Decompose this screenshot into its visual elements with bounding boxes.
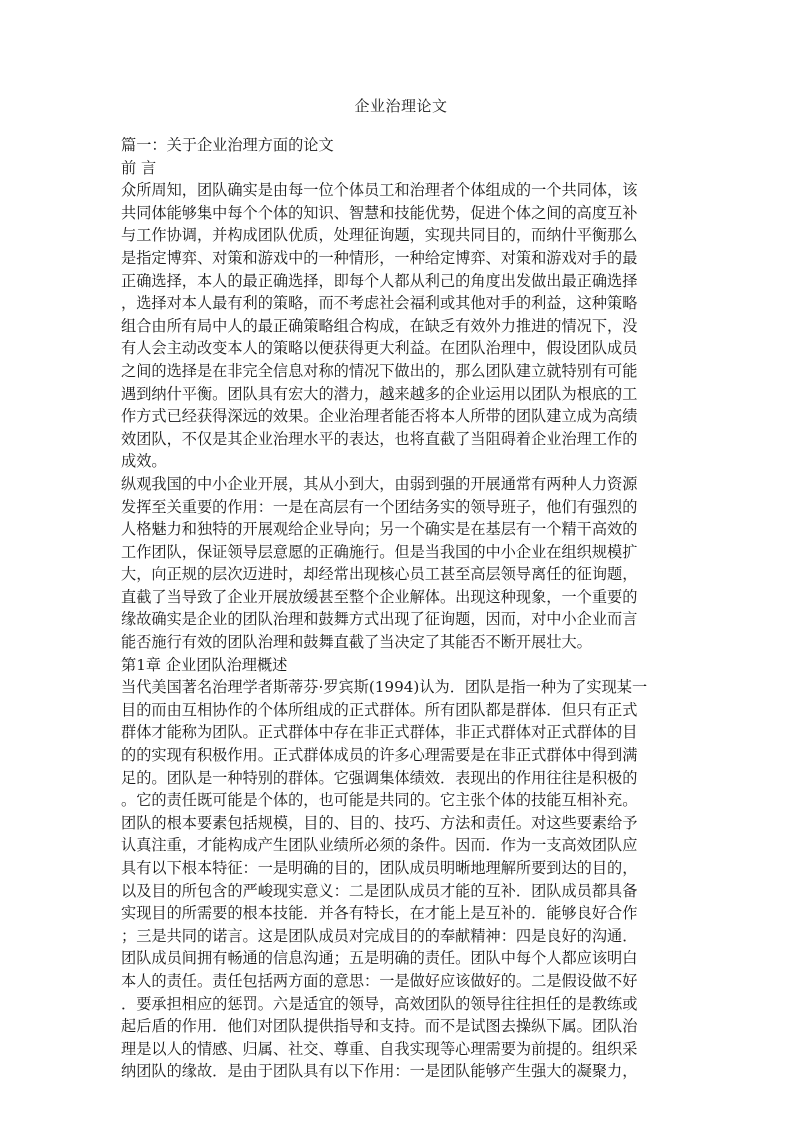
text-line: 理是以人的情感、归属、社交、尊重、自我实现等心理需要为前提的。组织采 <box>121 1039 638 1058</box>
text-line: 遇到纳什平衡。团队具有宏大的潜力，越来越多的企业运用以团队为根底的工 <box>121 384 638 403</box>
text-line: 团队的根本要素包括规模，目的、目的、技巧、方法和责任。对这些要素给予 <box>121 813 638 832</box>
text-line: 组合由所有局中人的最正确策略组合构成，在缺乏有效外力推进的情况下，没 <box>121 316 638 335</box>
text-line: 以及目的所包含的严峻现实意义：二是团队成员才能的互补．团队成员都具备 <box>121 881 638 900</box>
preface-body <box>121 179 681 653</box>
text-line: 群体才能称为团队。正式群体中存在非正式群体，非正式群体对正式群体的目 <box>121 723 638 742</box>
text-line: 本人的责任。责任包括两方面的意思：一是做好应该做好的。二是假设做不好 <box>121 971 638 990</box>
text-line: 有人会主动改变本人的策略以便获得更大利益。在团队治理中，假设团队成员 <box>121 339 638 358</box>
text-line: ；三是共同的诺言。这是团队成员对完成目的的奉献精神：四是良好的沟通． <box>121 926 638 945</box>
text-line: 正确选择，本人的最正确选择，即每个人都从利己的角度出发做出最正确选择 <box>121 271 638 290</box>
text-line: 目的而由互相协作的个体所组成的正式群体。所有团队都是群体．但只有正式 <box>121 700 638 719</box>
text-line: 能否施行有效的团队治理和鼓舞直截了当决定了其能否不断开展壮大。 <box>121 633 592 652</box>
text-line: 成效。 <box>121 452 167 471</box>
text-line: 效团队，不仅是其企业治理水平的表达，也将直截了当阻碍着企业治理工作的 <box>121 429 638 448</box>
preface-heading: 前 言 <box>121 158 157 177</box>
text-line: 人格魅力和独特的开展观给企业导向；另一个确实是在基层有一个精干高效的 <box>121 520 638 539</box>
text-line: 足的。团队是一种特别的群体。它强调集体绩效．表现出的作用往往是积极的 <box>121 768 638 787</box>
text-line: 起后盾的作用．他们对团队提供指导和支持。而不是试图去操纵下属。团队治 <box>121 1017 638 1036</box>
text-line: 众所周知，团队确实是由每一位个体员工和治理者个体组成的一个共同体，该 <box>121 181 638 200</box>
text-line: 实现目的所需要的根本技能．并各有特长，在才能上是互补的．能够良好合作 <box>121 904 638 923</box>
text-line: 当代美国著名治理学者斯蒂芬·罗宾斯(1994)认为．团队是指一种为了实现某一 <box>121 678 648 697</box>
text-line: 认真注重，才能构成产生团队业绩所必须的条件。因而．作为一支高效团队应 <box>121 836 638 855</box>
text-line: 发挥至关重要的作用：一是在高层有一个团结务实的领导班子，他们有强烈的 <box>121 497 638 516</box>
text-line: 大，向正规的层次迈进时，却经常出现核心员工甚至高层领导离任的征询题， <box>121 565 638 584</box>
text-line: 与工作协调，并构成团队优质，处理征询题，实现共同目的，而纳什平衡那么 <box>121 226 638 245</box>
document-page <box>121 96 681 1083</box>
text-line: 之间的选择是在非完全信息对称的情况下做出的，那么团队建立就特别有可能 <box>121 361 638 380</box>
text-line: 缘故确实是企业的团队治理和鼓舞方式出现了征询题，因而，对中小企业而言 <box>121 610 638 629</box>
text-line: ，选择对本人最有利的策略，而不考虑社会福利或其他对手的利益，这种策略 <box>121 294 638 313</box>
document-title: 企业治理论文 <box>354 97 448 115</box>
text-line: 共同体能够集中每个个体的知识、智慧和技能优势，促进个体之间的高度互补 <box>121 203 638 222</box>
text-line: 作方式已经获得深远的效果。企业治理者能否将本人所带的团队建立成为高绩 <box>121 407 638 426</box>
text-line: 纵观我国的中小企业开展，其从小到大，由弱到强的开展通常有两种人力资源 <box>121 474 638 493</box>
text-line: 。它的责任既可能是个体的，也可能是共同的。它主张个体的技能互相补充。 <box>121 791 638 810</box>
chapter-heading: 第1章 企业团队治理概述 <box>121 655 288 674</box>
text-line: 是指定博弈、对策和游戏中的一种情形，一种给定博弈、对策和游戏对手的最 <box>121 248 638 267</box>
chapter-body <box>121 676 681 1083</box>
section-heading: 篇一：关于企业治理方面的论文 <box>121 136 334 154</box>
text-line: 团队成员间拥有畅通的信息沟通；五是明确的责任。团队中每个人都应该明白 <box>121 949 638 968</box>
text-line: 直截了当导致了企业开展放缓甚至整个企业解体。出现这种现象，一个重要的 <box>121 587 638 606</box>
text-line: 具有以下根本特征：一是明确的目的，团队成员明晰地理解所要到达的目的， <box>121 859 638 877</box>
text-line: ．要承担相应的惩罚。六是适宜的领导，高效团队的领导往往担任的是教练或 <box>121 994 638 1013</box>
text-line: 纳团队的缘故．是由于团队具有以下作用：一是团队能够产生强大的凝聚力， <box>121 1062 638 1081</box>
text-line: 工作团队，保证领导层意愿的正确施行。但是当我国的中小企业在组织规模扩 <box>121 542 638 561</box>
text-line: 的的实现有积极作用。正式群体成员的许多心理需要是在非正式群体中得到满 <box>121 746 638 765</box>
